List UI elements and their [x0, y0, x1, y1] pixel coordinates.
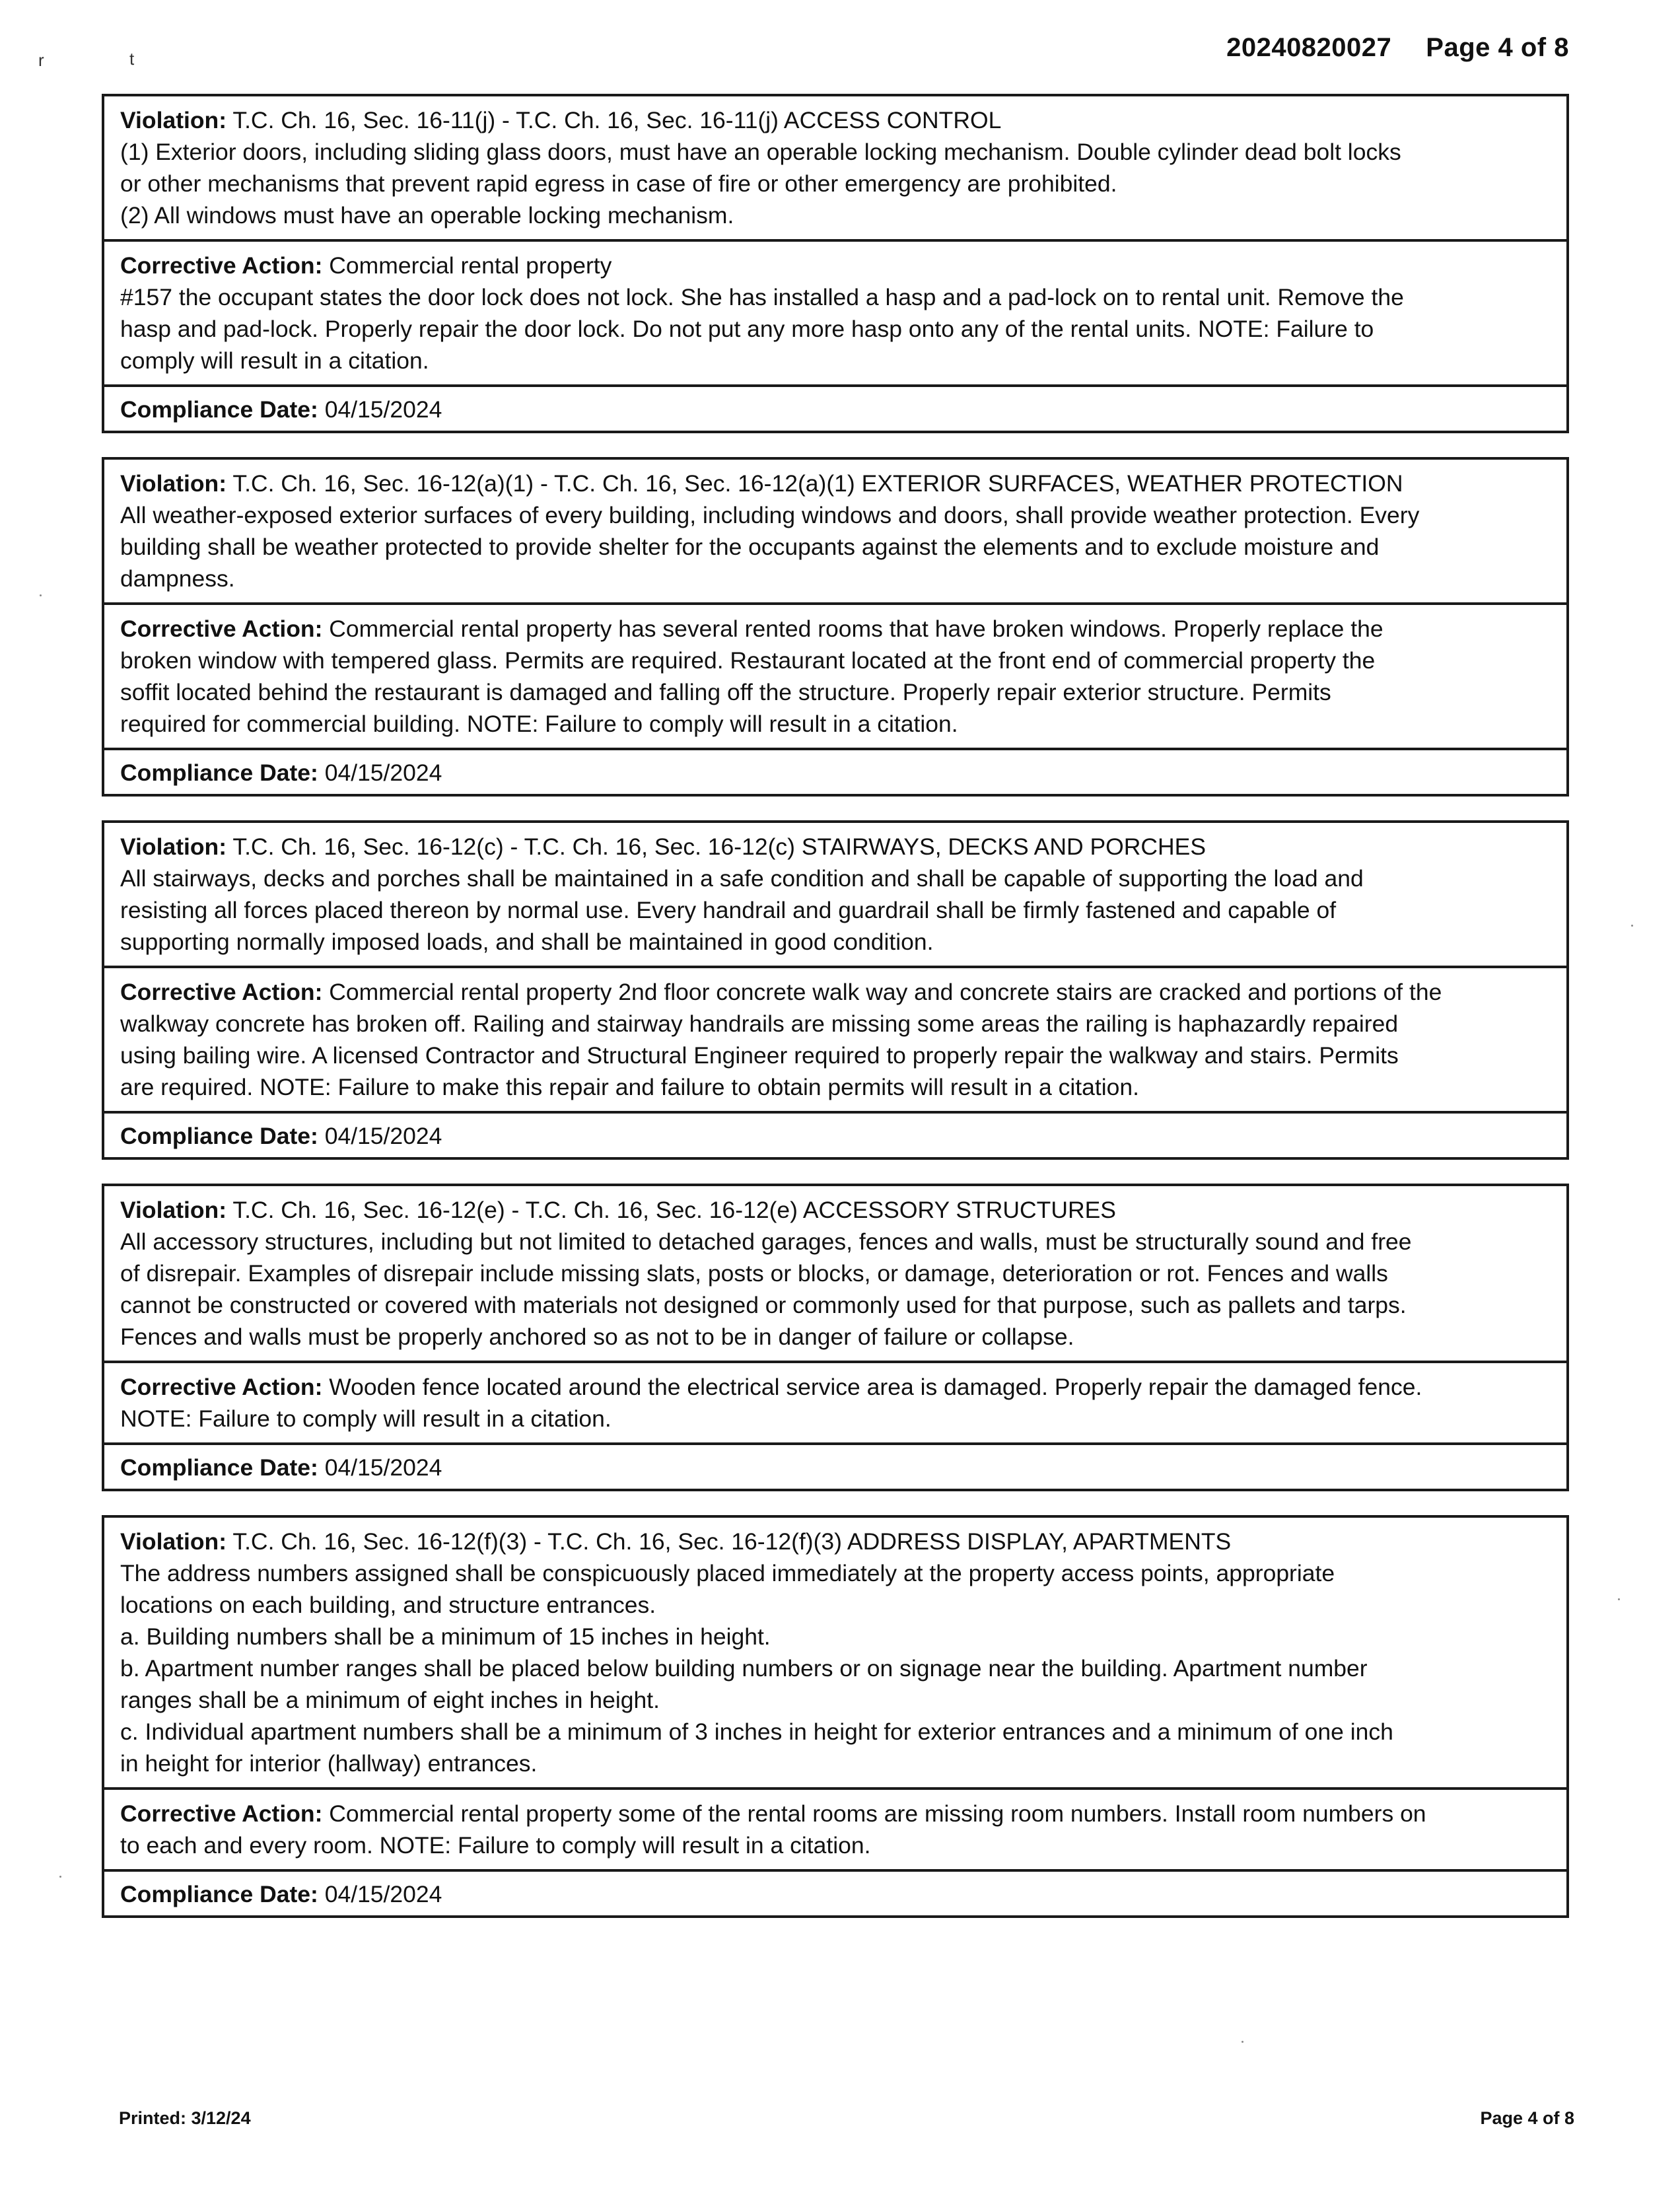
- violation-label: Violation:: [120, 1197, 227, 1223]
- compliance-date-section: [104, 1111, 1566, 1157]
- compliance-date-value: 04/15/2024: [324, 396, 442, 423]
- document-number: 20240820027: [1226, 33, 1392, 62]
- corrective-action-label: Corrective Action:: [120, 1374, 323, 1400]
- printed-date: Printed: 3/12/24: [119, 2108, 251, 2128]
- scan-mark: r: [38, 50, 44, 70]
- compliance-date-value: 04/15/2024: [324, 1881, 442, 1907]
- violation-text-line: dampness.: [120, 565, 235, 592]
- violation-text-line: locations on each building, and structure entrances.: [120, 1592, 656, 1618]
- violation-text-line: Fences and walls must be properly anchored so as not to be in danger of failure or collapse.: [120, 1324, 1074, 1350]
- violation-section: [104, 823, 1566, 966]
- corrective-action-text: Commercial rental property has several rented rooms that have broken windows. Properly replace the: [329, 616, 1383, 642]
- corrective-action-line: #157 the occupant states the door lock does not lock. She has installed a hasp and a pad-lock on to rental unit. Remove the: [120, 284, 1404, 310]
- violation-code: T.C. Ch. 16, Sec. 16-12(f)(3) - T.C. Ch. 16, Sec. 16-12(f)(3) ADDRESS DISPLAY, APARTMENTS: [232, 1528, 1232, 1555]
- compliance-date-section: [104, 1442, 1566, 1489]
- violation-text-line: cannot be constructed or covered with materials not designed or commonly used for that purpose, such as pallets and tarps.: [120, 1292, 1407, 1318]
- violation-code: T.C. Ch. 16, Sec. 16-11(j) - T.C. Ch. 16, Sec. 16-11(j) ACCESS CONTROL: [232, 107, 1002, 133]
- scan-speck: [59, 1876, 61, 1878]
- footer-page-indicator: Page 4 of 8: [1480, 2108, 1574, 2128]
- violation-text-line: in height for interior (hallway) entrances.: [120, 1750, 538, 1777]
- violation-text-line: b. Apartment number ranges shall be placed below building numbers or on signage near the building. Apartment number: [120, 1655, 1368, 1682]
- violation-heading: [120, 104, 1553, 136]
- violation-text-line: building shall be weather protected to provide shelter for the occupants against the elements and to exclude moisture and: [120, 534, 1380, 560]
- violation-block: [102, 1184, 1569, 1491]
- violation-block: [102, 820, 1569, 1160]
- scan-mark: t: [129, 49, 135, 69]
- compliance-date-label: Compliance Date:: [120, 1454, 318, 1481]
- corrective-action-line: NOTE: Failure to comply will result in a citation.: [120, 1405, 612, 1432]
- corrective-action-text: Commercial rental property some of the rental rooms are missing room numbers. Install room numbers on: [329, 1800, 1426, 1827]
- violation-heading: [120, 831, 1553, 863]
- corrective-action-line: using bailing wire. A licensed Contractor and Structural Engineer required to properly repair the walkway and stairs. Permits: [120, 1042, 1399, 1069]
- violation-text-line: All accessory structures, including but not limited to detached garages, fences and walls, must be structurally sound and free: [120, 1228, 1412, 1255]
- violation-text-line: or other mechanisms that prevent rapid egress in case of fire or other emergency are prohibited.: [120, 170, 1117, 197]
- corrective-action-heading: [120, 613, 1553, 645]
- violation-section: [104, 460, 1566, 602]
- violation-block: [102, 1515, 1569, 1918]
- violation-text-line: (2) All windows must have an operable locking mechanism.: [120, 202, 734, 229]
- corrective-action-label: Corrective Action:: [120, 616, 323, 642]
- corrective-action-heading: [120, 976, 1553, 1008]
- corrective-action-line: hasp and pad-lock. Properly repair the door lock. Do not put any more hasp onto any of the rental units. NOTE: Failure to: [120, 316, 1374, 342]
- compliance-date-value: 04/15/2024: [324, 760, 442, 786]
- compliance-date-label: Compliance Date:: [120, 396, 318, 423]
- corrective-action-line: are required. NOTE: Failure to make this repair and failure to obtain permits will result in a citation.: [120, 1074, 1139, 1100]
- corrective-action-label: Corrective Action:: [120, 252, 323, 279]
- corrective-action-heading: [120, 1371, 1553, 1403]
- violation-text-line: All stairways, decks and porches shall be maintained in a safe condition and shall be capable of supporting the load and: [120, 865, 1364, 892]
- corrective-action-text: Wooden fence located around the electrical service area is damaged. Properly repair the damaged fence.: [329, 1374, 1422, 1400]
- corrective-action-label: Corrective Action:: [120, 1800, 323, 1827]
- corrective-action-text: Commercial rental property 2nd floor concrete walk way and concrete stairs are cracked and portions of the: [329, 979, 1442, 1005]
- scan-speck: [1618, 1598, 1620, 1600]
- violation-label: Violation:: [120, 107, 227, 133]
- violation-label: Violation:: [120, 833, 227, 860]
- corrective-action-line: broken window with tempered glass. Permits are required. Restaurant located at the front end of commercial property the: [120, 647, 1376, 674]
- corrective-action-heading: [120, 250, 1553, 281]
- violation-text-line: ranges shall be a minimum of eight inches in height.: [120, 1687, 660, 1713]
- violation-label: Violation:: [120, 1528, 227, 1555]
- corrective-action-section: [104, 239, 1566, 384]
- violation-text-line: c. Individual apartment numbers shall be a minimum of 3 inches in height for exterior entrances and a minimum of one inch: [120, 1719, 1393, 1745]
- compliance-date-section: [104, 384, 1566, 431]
- corrective-action-section: [104, 1361, 1566, 1442]
- scan-speck: [1242, 2041, 1243, 2043]
- violation-text-line: supporting normally imposed loads, and shall be maintained in good condition.: [120, 929, 934, 955]
- violation-block: [102, 94, 1569, 433]
- corrective-action-section: [104, 1787, 1566, 1869]
- corrective-action-text: Commercial rental property: [329, 252, 612, 279]
- violation-heading: [120, 1194, 1553, 1226]
- violation-code: T.C. Ch. 16, Sec. 16-12(c) - T.C. Ch. 16, Sec. 16-12(c) STAIRWAYS, DECKS AND PORCHES: [232, 833, 1207, 860]
- violation-text-line: (1) Exterior doors, including sliding glass doors, must have an operable locking mechanism. Double cylinder dead bolt locks: [120, 139, 1401, 165]
- violation-label: Violation:: [120, 470, 227, 497]
- compliance-date-section: [104, 1869, 1566, 1915]
- corrective-action-line: comply will result in a citation.: [120, 347, 429, 374]
- document-header: [1226, 33, 1569, 63]
- violation-text-line: a. Building numbers shall be a minimum of 15 inches in height.: [120, 1623, 771, 1650]
- compliance-date-label: Compliance Date:: [120, 1881, 318, 1907]
- corrective-action-line: to each and every room. NOTE: Failure to comply will result in a citation.: [120, 1832, 871, 1859]
- violation-heading: [120, 468, 1553, 499]
- corrective-action-section: [104, 602, 1566, 748]
- compliance-date-value: 04/15/2024: [324, 1123, 442, 1149]
- violations-list: [102, 94, 1569, 1942]
- violation-text-line: The address numbers assigned shall be conspicuously placed immediately at the property access points, appropriate: [120, 1560, 1335, 1586]
- violation-code: T.C. Ch. 16, Sec. 16-12(e) - T.C. Ch. 16, Sec. 16-12(e) ACCESSORY STRUCTURES: [232, 1197, 1116, 1223]
- scan-speck: [40, 594, 42, 596]
- violation-section: [104, 96, 1566, 239]
- violation-text-line: of disrepair. Examples of disrepair include missing slats, posts or blocks, or damage, deterioration or rot. Fences and walls: [120, 1260, 1388, 1287]
- corrective-action-heading: [120, 1798, 1553, 1829]
- scan-speck: [1631, 925, 1633, 927]
- corrective-action-line: required for commercial building. NOTE: Failure to comply will result in a citation.: [120, 711, 958, 737]
- corrective-action-line: walkway concrete has broken off. Railing and stairway handrails are missing some areas the railing is haphazardly repaired: [120, 1010, 1399, 1037]
- violation-text-line: resisting all forces placed thereon by normal use. Every handrail and guardrail shall be firmly fastened and capable of: [120, 897, 1337, 923]
- corrective-action-section: [104, 966, 1566, 1111]
- compliance-date-label: Compliance Date:: [120, 760, 318, 786]
- violation-code: T.C. Ch. 16, Sec. 16-12(a)(1) - T.C. Ch. 16, Sec. 16-12(a)(1) EXTERIOR SURFACES, WEATHER PROTECTION: [232, 470, 1403, 497]
- corrective-action-label: Corrective Action:: [120, 979, 323, 1005]
- violation-section: [104, 1518, 1566, 1787]
- compliance-date-label: Compliance Date:: [120, 1123, 318, 1149]
- violation-text-line: All weather-exposed exterior surfaces of every building, including windows and doors, shall provide weather protection. Every: [120, 502, 1420, 528]
- violation-heading: [120, 1526, 1553, 1557]
- violation-section: [104, 1186, 1566, 1361]
- violation-block: [102, 457, 1569, 797]
- corrective-action-line: soffit located behind the restaurant is damaged and falling off the structure. Properly repair exterior structure. Permits: [120, 679, 1331, 705]
- page-indicator: Page 4 of 8: [1426, 33, 1569, 62]
- compliance-date-value: 04/15/2024: [324, 1454, 442, 1481]
- compliance-date-section: [104, 748, 1566, 794]
